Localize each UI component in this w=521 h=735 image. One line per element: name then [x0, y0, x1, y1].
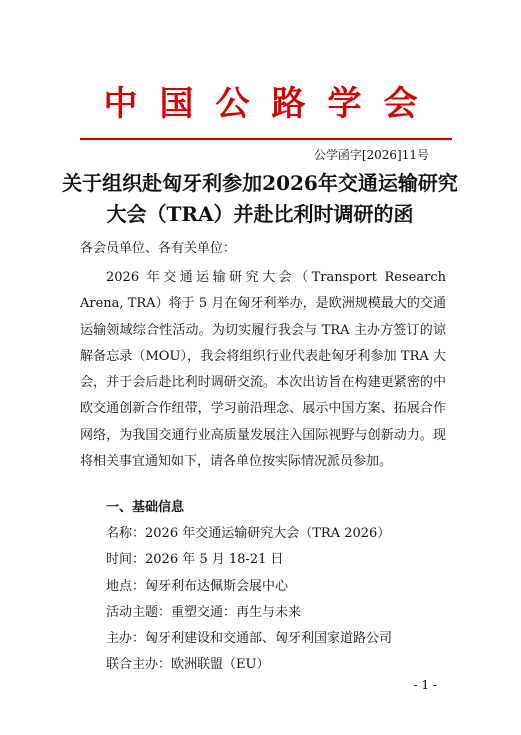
organization-header: 中国公路学会 [103, 84, 440, 124]
section-heading-basic-info: 一、基础信息 [106, 500, 185, 515]
document-number: 公学函字[2026]11号 [313, 148, 429, 162]
info-item-co-host: 联合主办：欧洲联盟（EU） [106, 657, 270, 673]
info-item-theme: 活动主题：重塑交通：再生与未来 [106, 604, 302, 620]
red-divider-line [80, 138, 452, 140]
info-item-time: 时间：2026 年 5 月 18-21 日 [106, 552, 284, 568]
basic-info-list [106, 524, 392, 682]
info-item-location: 地点：匈牙利布达佩斯会展中心 [106, 578, 289, 594]
salutation: 各会员单位、各有关单位： [80, 241, 237, 256]
intro-paragraph: 2026 年交通运输研究大会（Transport Research Arena, TRA）将于 5 月在匈牙利举办，是欧洲规模最大的交通运输领域综合性活动。为切实履行我会与 TRA 主办方签订的谅解备忘录（MOU），我会将组织行业代表赴匈牙利参加 TRA 大会，并于会后赴比利时调研交流。本次出访旨在构建更紧密的中欧交通创新合作纽带，学习前沿理念、展示中国方案、拓展合作网络，为我国交通行业高质量发展注入国际视野与创新动力。现将相关事宜通知如下，请各单位按实际情况派员参加。 [80, 270, 446, 470]
page-number: - 1 - [413, 678, 437, 692]
info-item-host: 主办：匈牙利建设和交通部、匈牙利国家道路公司 [106, 631, 393, 647]
document-title: 关于组织赴匈牙利参加2026年交通运输研究大会（TRA）并赴比利时调研的函 [62, 171, 458, 226]
info-item-name: 名称：2026 年交通运输研究大会（TRA 2026） [106, 526, 391, 541]
